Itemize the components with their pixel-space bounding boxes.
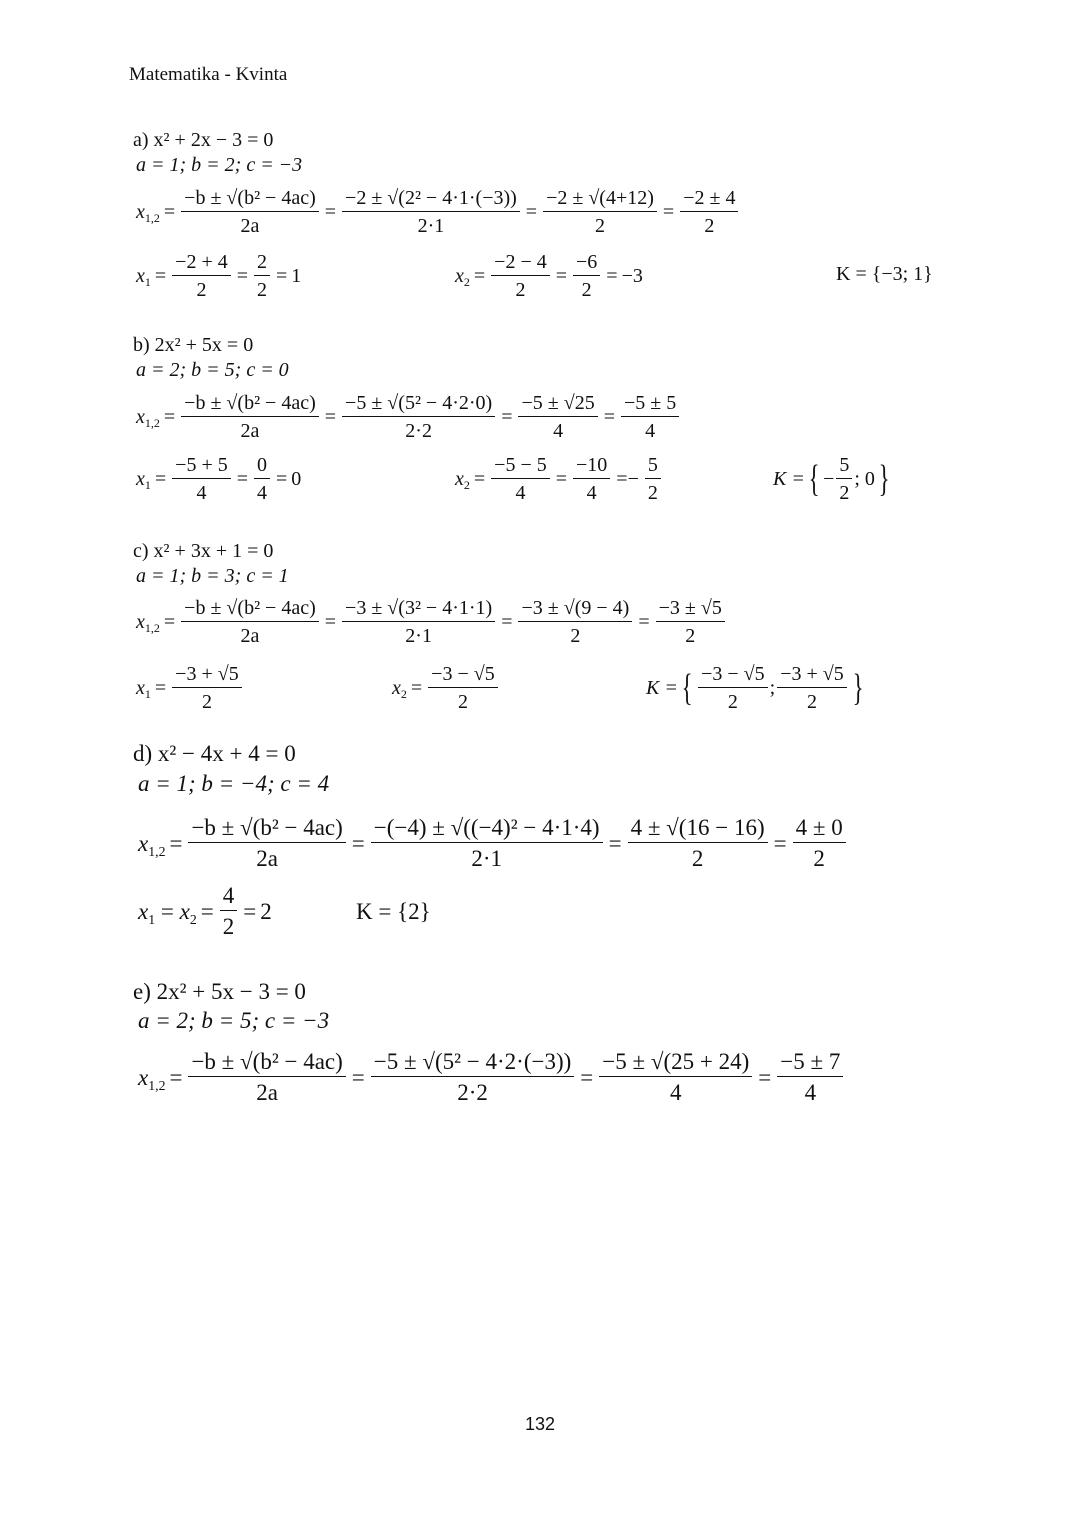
coef-d: a = 1; b = −4; c = 4 — [138, 771, 330, 796]
solution-set-a: K = {−3; 1} — [836, 263, 933, 285]
x1-c: $x_1$ = $\frac{-3 + √5}{2}$ — [136, 664, 244, 712]
x2-a: $x_2$ = $\frac{-2 - 4}{2}$ = $\frac{-6}{2}$ = −3 — [455, 251, 643, 301]
x1-b: $x_1$ = $\frac{-5 + 5}{4}$ = $\frac{0}{4}$ = 0 — [136, 454, 302, 504]
eq-c: c) x² + 3x + 1 = 0 — [133, 540, 274, 562]
x2-c: $x_2$ = $\frac{-3 - √5}{2}$ — [392, 664, 500, 712]
solution-set-d: K = {2} — [356, 899, 431, 924]
x2-b: $x_2$ = $\frac{-5 - 5}{4}$ = $\frac{-10}{4}$ =− $\frac{5}{2}$ — [455, 455, 663, 503]
coef-b: a = 2; b = 5; c = 0 — [136, 359, 289, 381]
a-num3: −2 ± √(4+12) — [543, 188, 657, 212]
eq-d: d) x² − 4x + 4 = 0 — [133, 741, 296, 766]
a-num2: −2 ± √(2² − 4·1·(−3)) — [342, 188, 520, 212]
formula-frac: $\frac{\text{−b ± √(b² − 4ac)}}{2a}$ — [181, 188, 319, 236]
coef-e: a = 2; b = 5; c = −3 — [138, 1008, 330, 1033]
x12-a: $x_{1,2}$ = $\frac{\text{−b ± √(b² − 4ac)}}{2a}$ = $\frac{\text{−2 ± √(2² − 4·1·(−3))}}{2\cdot 1}$ = $\frac{-2 \pm √(4+12)}{2}$ = $\frac{-2 \pm 4}{2}$ — [136, 188, 740, 236]
eq-b: b) 2x² + 5x = 0 — [133, 334, 254, 356]
a-num4: −2 ± 4 — [680, 188, 738, 212]
eq-e: e) 2x² + 5x − 3 = 0 — [133, 979, 306, 1004]
x12-c: $x_{1,2}$ = $\frac{\text{−b ± √(b² − 4ac)}}{2a}$ = $\frac{\text{−3 ± √(3² − 4·1·1)}}{2\cdot 1}$ = $\frac{-3 \pm √(9 - 4)}{2}$ = $\frac{-3 \pm √5}{2}$ — [136, 598, 727, 646]
coef-a: a = 1; b = 2; c = −3 — [136, 154, 303, 176]
page-number: 132 — [524, 1414, 556, 1434]
eq-a: a) x² + 2x − 3 = 0 — [133, 129, 274, 151]
solution-set-c: K = { $\frac{-3 - √5}{2}$ ; $\frac{-3 + √5}{2}$ } — [646, 663, 864, 713]
solution-set-b: K = { − $\frac{5}{2}$ ; 0 } — [773, 454, 890, 504]
x12-e: $x_{1,2}$ = $\frac{\text{−b ± √(b² − 4ac)}}{2a}$ = $\frac{\text{−5 ± √(5² − 4·2·(−3))}}{2\cdot 2}$ = $\frac{-5 \pm √(25 + 24)}{4}$ = $\frac{-5 \pm 7}{4}$ — [138, 1050, 845, 1104]
coef-c: a = 1; b = 3; c = 1 — [136, 565, 289, 587]
x1-a: $x_1$ = $\frac{-2 + 4}{2}$ = $\frac{2}{2}$ = 1 — [136, 251, 302, 301]
page-header: Matematika - Kvinta — [129, 64, 288, 85]
x12-b: $x_{1,2}$ = $\frac{\text{−b ± √(b² − 4ac)}}{2a}$ = $\frac{\text{−5 ± √(5² − 4·2·0)}}{2\cdot 2}$ = $\frac{-5 \pm √25}{4}$ = $\frac{-5 \pm 5}{4}$ — [136, 393, 681, 441]
x12-d: $x_{1,2}$ = $\frac{\text{−b ± √(b² − 4ac)}}{2a}$ = $\frac{\text{−(−4) ± √((−4)² − 4·1·4)}}{2\cdot 1}$ = $\frac{4 \pm √(16 - 16)}{2}$ = $\frac{4 \pm 0}{2}$ — [138, 816, 848, 870]
x1x2-d: $x_1 = x_2$ = $\frac{4}{2}$ = 2 — [138, 883, 272, 939]
